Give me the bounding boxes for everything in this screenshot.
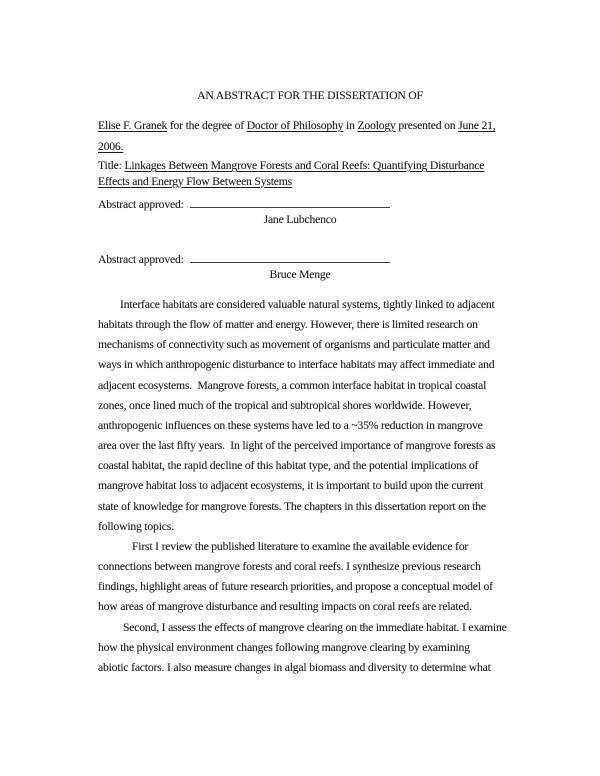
signature-line (190, 252, 390, 263)
underlined-text-segment: Linkages Between Mangrove Forests and Coral Reefs: Quantifying Disturbance (124, 159, 485, 172)
abstract-body-line: First I review the published literature to examine the available evidence for (132, 539, 469, 553)
degree-statement (98, 115, 528, 157)
underlined-text-segment: June 21, (458, 119, 496, 132)
abstract-body-line: coastal habitat, the rapid decline of this habitat type, and the potential implications of (98, 459, 479, 473)
degree-statement-line (98, 136, 528, 157)
text-segment: Title: (98, 159, 125, 172)
page-content (98, 0, 528, 776)
underlined-text-segment: 2006. (98, 140, 124, 153)
abstract-body-line: mechanisms of connectivity such as movement of organisms and particulate matter and (98, 338, 490, 352)
abstract-body-line: how areas of mangrove disturbance and resulting impacts on coral reefs are related. (98, 600, 472, 614)
approval-row (98, 197, 522, 210)
approval-block (98, 197, 522, 226)
dissertation-title-line (98, 174, 528, 190)
dissertation-title (98, 158, 528, 189)
abstract-body-line: zones, once lined much of the tropical and subtropical shores worldwide. However, (98, 398, 472, 412)
abstract-body-line: state of knowledge for mangrove forests. The chapters in this dissertation report on the (98, 499, 486, 513)
text-segment: in (343, 119, 358, 132)
approval-row (98, 252, 522, 265)
abstract-body-line: mangrove habitat loss to adjacent ecosystems, it is important to build upon the current (98, 479, 484, 493)
approval-label: Abstract approved: (98, 198, 184, 211)
abstract-body-line: area over the last fifty years. In light of the perceived importance of mangrove forests as (98, 439, 496, 453)
abstract-body-line: connections between mangrove forests and coral reefs. I synthesize previous research (98, 560, 481, 574)
dissertation-title-line (98, 158, 528, 174)
approval-label: Abstract approved: (98, 253, 184, 266)
abstract-body-line: Interface habitats are considered valuable natural systems, tightly linked to adjacent (120, 298, 495, 311)
underlined-text-segment: Effects and Energy Flow Between Systems (98, 174, 292, 188)
abstract-body-line: following topics. (98, 519, 174, 533)
text-segment: for the degree of (167, 119, 247, 132)
document-heading: AN ABSTRACT FOR THE DISSERTATION OF (197, 89, 423, 102)
abstract-body-line: abiotic factors. I also measure changes in algal biomass and diversity to determine what (98, 660, 491, 674)
abstract-body-line: adjacent ecosystems. Mangrove forests, a common interface habitat in tropical coastal (98, 378, 487, 392)
signature-line (190, 197, 390, 208)
degree-statement-line (98, 115, 528, 136)
approver-name: Jane Lubchenco (263, 213, 337, 226)
underlined-text-segment: Doctor of Philosophy (246, 119, 344, 132)
abstract-body-line: Second, I assess the effects of mangrove clearing on the immediate habitat. I examine (123, 620, 507, 634)
abstract-body-line: findings, highlight areas of future research priorities, and propose a conceptual model of (98, 580, 493, 594)
abstract-body (98, 295, 528, 678)
approval-block (98, 252, 522, 281)
underlined-text-segment: Elise F. Granek (98, 119, 168, 132)
abstract-body-line: ways in which anthropogenic disturbance to interface habitats may affect immediate and (98, 358, 495, 372)
approver-name: Bruce Menge (269, 268, 331, 281)
underlined-text-segment: Zoology (357, 119, 396, 132)
abstract-body-line: habitats through the flow of matter and energy. However, there is limited research on (98, 318, 478, 332)
abstract-body-line: anthropogenic influences on these systems have led to a ~35% reduction in mangrove (98, 418, 483, 432)
text-segment: presented on (395, 119, 459, 132)
abstract-body-line: how the physical environment changes following mangrove clearing by examining (98, 640, 470, 654)
